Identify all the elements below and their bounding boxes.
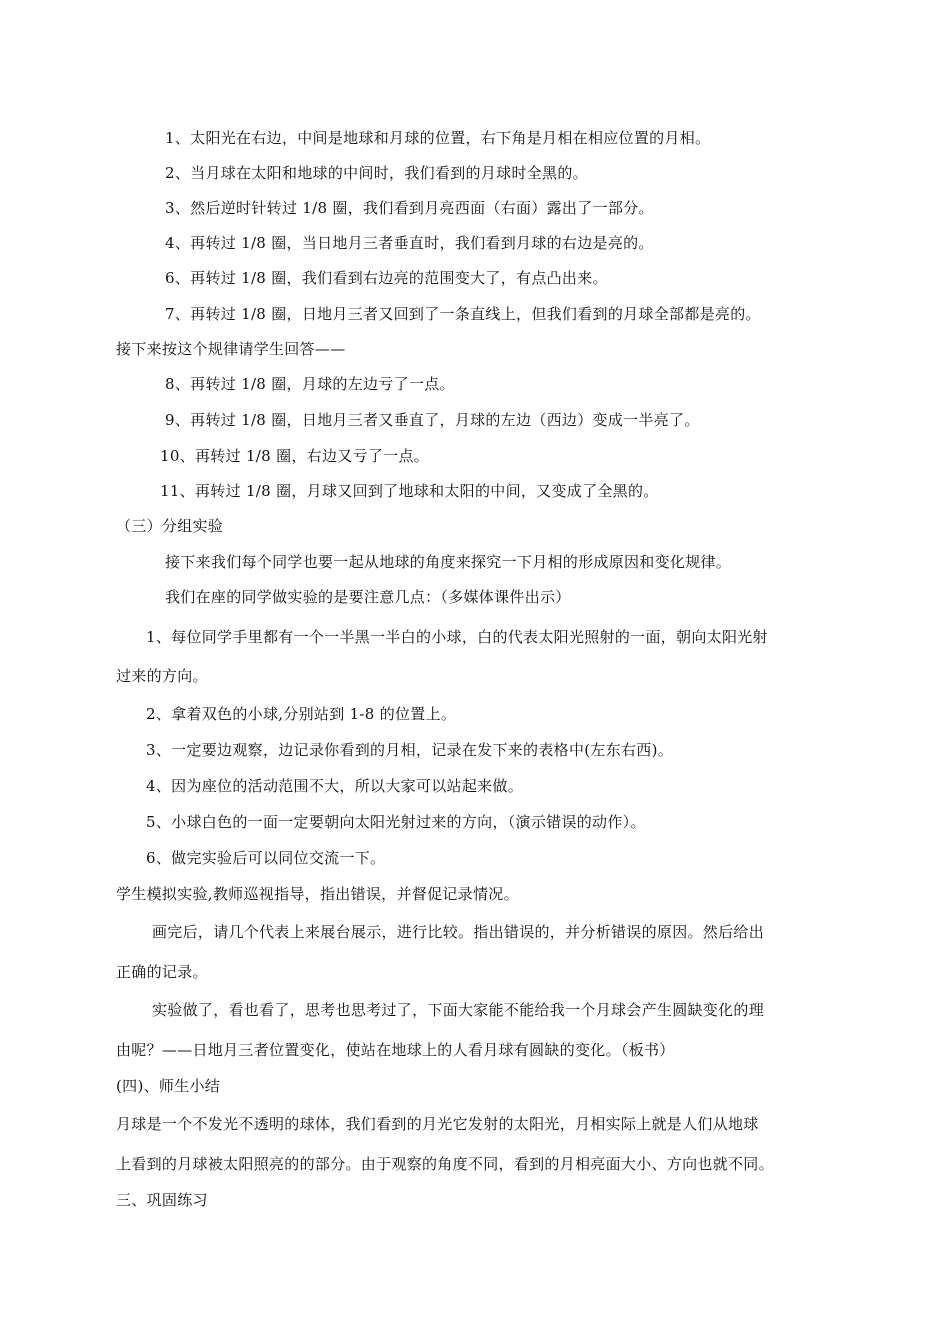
text-line: 过来的方向。	[116, 667, 208, 685]
text-line: 我们在座的同学做实验的是要注意几点：（多媒体课件出示）	[165, 588, 571, 606]
text-line: 6、做完实验后可以同位交流一下。	[146, 849, 386, 867]
text-line: 月球是一个不发光不透明的球体，我们看到的月光它发射的太阳光，月相实际上就是人们从地球	[116, 1115, 759, 1133]
section-heading: (四)、师生小结	[116, 1077, 221, 1095]
text-line: 11、再转过 1/8 圈，月球又回到了地球和太阳的中间，又变成了全黑的。	[160, 482, 659, 500]
text-line: 4、因为座位的活动范围不大，所以大家可以站起来做。	[146, 777, 524, 795]
text-line: 3、一定要边观察，边记录你看到的月相，记录在发下来的表格中(左东右西)。	[146, 741, 674, 759]
text-line: 1、太阳光在右边，中间是地球和月球的位置，右下角是月相在相应位置的月相。	[165, 129, 711, 147]
text-line: 接下来按这个规律请学生回答——	[116, 340, 346, 358]
section-heading: （三）分组实验	[116, 517, 224, 535]
text-line: 学生模拟实验,教师巡视指导，指出错误，并督促记录情况。	[116, 885, 519, 903]
text-line: 2、当月球在太阳和地球的中间时，我们看到的月球时全黑的。	[165, 164, 588, 182]
text-line: 4、再转过 1/8 圈，当日地月三者垂直时，我们看到月球的右边是亮的。	[165, 234, 654, 252]
text-line: 9、再转过 1/8 圈，日地月三者又垂直了，月球的左边（西边）变成一半亮了。	[165, 411, 700, 429]
text-line: 1、每位同学手里都有一个一半黑一半白的小球，白的代表太阳光照射的一面，朝向太阳光射	[146, 628, 768, 646]
text-line: 8、再转过 1/8 圈，月球的左边亏了一点。	[165, 375, 455, 393]
text-line: 上看到的月球被太阳照亮的的部分。由于观察的角度不同，看到的月相亮面大小、方向也就不同。	[116, 1155, 774, 1173]
text-line: 正确的记录。	[116, 963, 208, 981]
text-line: 3、然后逆时针转过 1/8 圈，我们看到月亮西面（右面）露出了一部分。	[165, 199, 654, 217]
section-heading: 三、巩固练习	[116, 1191, 208, 1209]
text-line: 由呢？——日地月三者位置变化，使站在地球上的人看月球有圆缺的变化。（板书）	[116, 1041, 675, 1059]
text-line: 10、再转过 1/8 圈，右边又亏了一点。	[160, 447, 430, 465]
text-line: 7、再转过 1/8 圈，日地月三者又回到了一条直线上，但我们看到的月球全部都是亮的。	[165, 305, 761, 323]
text-line: 6、再转过 1/8 圈，我们看到右边亮的范围变大了，有点凸出来。	[165, 269, 608, 287]
text-line: 实验做了，看也看了，思考也思考过了，下面大家能不能给我一个月球会产生圆缺变化的理	[152, 1001, 765, 1019]
text-line: 5、小球白色的一面一定要朝向太阳光射过来的方向，（演示错误的动作）。	[146, 813, 646, 831]
text-line: 2、拿着双色的小球,分别站到 1-8 的位置上。	[146, 705, 457, 723]
text-line: 接下来我们每个同学也要一起从地球的角度来探究一下月相的形成原因和变化规律。	[165, 553, 732, 571]
text-line: 画完后，请几个代表上来展台展示，进行比较。指出错误的，并分析错误的原因。然后给出	[152, 923, 765, 941]
